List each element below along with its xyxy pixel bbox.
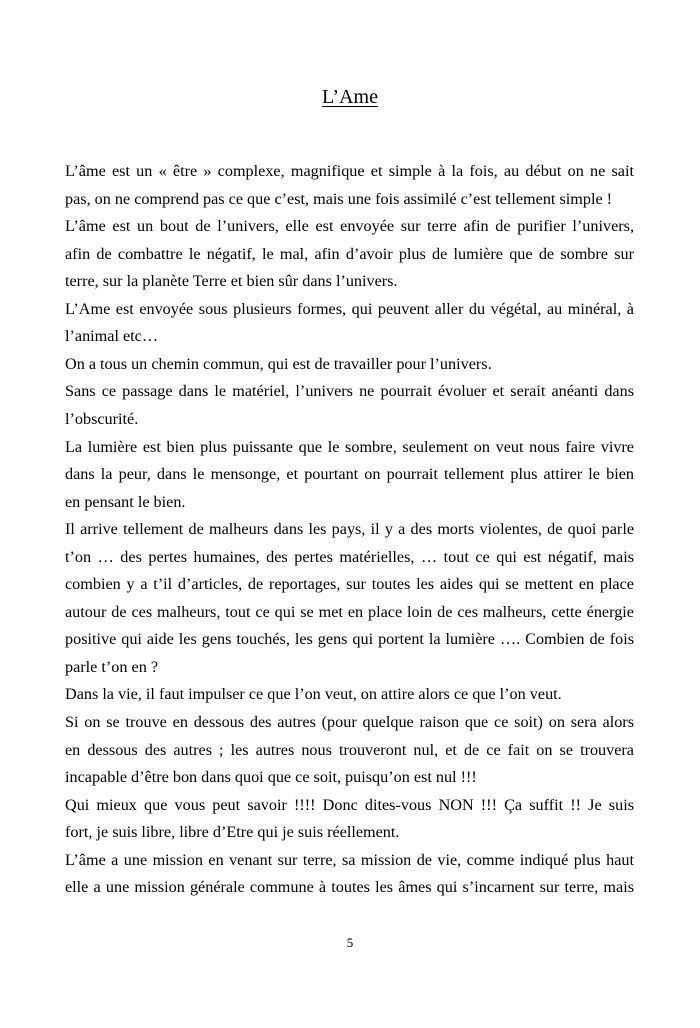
title-text: L’Ame <box>322 86 378 108</box>
text-line: Dans la vie, il faut impulser ce que l’on veut, on attire alors ce que l’on veut. <box>65 685 562 704</box>
text-line: elle a une mission générale commune à toutes les âmes qui s’incarnent sur terre, mais <box>65 878 634 897</box>
text-line: terre, sur la planète Terre et bien sûr dans l’univers. <box>65 272 398 291</box>
text-line: t’on … des pertes humaines, des pertes matérielles, … tout ce qui est négatif, mais <box>65 547 634 566</box>
text-line: Sans ce passage dans le matériel, l’univers ne pourrait évoluer et serait anéanti dans <box>65 382 634 401</box>
text-line: dans la peur, dans le mensonge, et pourtant on pourrait tellement plus attirer le bien <box>65 465 634 484</box>
text-line: en pensant le bien. <box>65 492 186 511</box>
text-line: parle t’on en ? <box>65 657 159 676</box>
text-line: fort, je suis libre, libre d’Etre qui je suis réellement. <box>65 823 400 842</box>
text-line: Il arrive tellement de malheurs dans les pays, il y a des morts violentes, de quoi parle <box>65 520 634 539</box>
text-line: afin de combattre le négatif, le mal, afin d’avoir plus de lumière que de sombre sur <box>65 244 634 263</box>
text-line: La lumière est bien plus puissante que le sombre, seulement on veut nous faire vivre <box>65 437 634 456</box>
page-title <box>0 86 700 109</box>
text-line: incapable d’être bon dans quoi que ce soit, puisqu’on est nul !!! <box>65 768 477 787</box>
text-line: autour de ces malheurs, tout ce qui se met en place loin de ces malheurs, cette énergie <box>65 602 634 621</box>
text-line: Qui mieux que vous peut savoir !!!! Donc dites-vous NON !!! Ça suffit !! Je suis <box>65 795 634 814</box>
text-line: L’âme a une mission en venant sur terre, sa mission de vie, comme indiqué plus haut <box>65 850 634 869</box>
text-line: en dessous des autres ; les autres nous trouveront nul, et de ce fait on se trouvera <box>65 740 634 759</box>
text-line: Si on se trouve en dessous des autres (pour quelque raison que ce soit) on sera alors <box>65 713 634 731</box>
text-line: combien y a t’il d’articles, de reportages, sur toutes les aides qui se mettent en place <box>65 575 634 594</box>
text-line: l’obscurité. <box>65 409 139 428</box>
text-line: L’âme est un « être » complexe, magnifique et simple à la fois, au début on ne sait <box>65 162 634 180</box>
text-line: positive qui aide les gens touchés, les gens qui portent la lumière …. Combien de fois <box>65 630 634 649</box>
text-line: On a tous un chemin commun, qui est de travailler pour l’univers. <box>65 354 492 373</box>
page-number: 5 <box>346 935 354 950</box>
text-line: L’âme est un bout de l’univers, elle est envoyée sur terre afin de purifier l’univers, <box>65 217 634 236</box>
text-line: L’Ame est envoyée sous plusieurs formes, qui peuvent aller du végétal, au minéral, à <box>65 299 634 318</box>
text-line: l’animal etc… <box>65 327 159 346</box>
text-line: pas, on ne comprend pas ce que c’est, mais une fois assimilé c’est tellement simple ! <box>65 189 613 208</box>
